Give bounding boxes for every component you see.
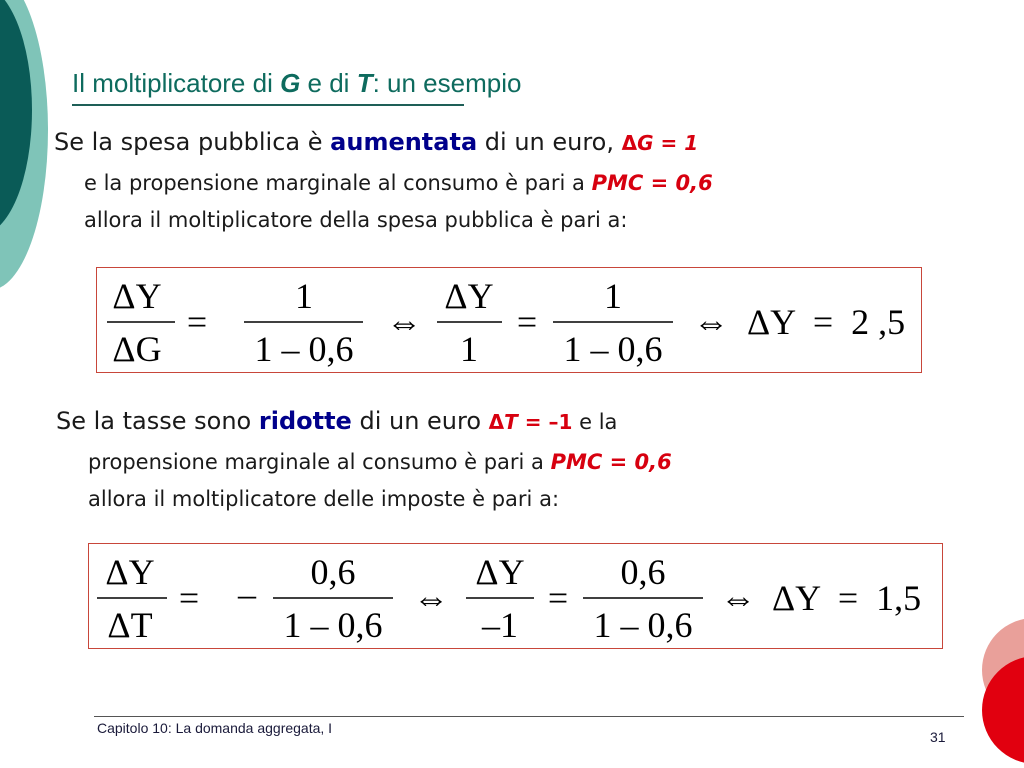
frac1-numerator: ΔY xyxy=(112,276,162,316)
frac1-denominator: ΔG xyxy=(112,329,162,369)
paragraph1-line1 xyxy=(54,128,698,156)
equals-sign: = xyxy=(178,578,200,618)
delta-value: = –1 xyxy=(517,410,573,434)
text: propensione marginale al consumo è pari a xyxy=(88,450,551,474)
frac2-denominator: 1 – 0,6 xyxy=(283,605,383,645)
iff-symbol: ⇔ xyxy=(693,302,729,342)
formula-spesa xyxy=(97,268,921,372)
frac4-denominator: 1 – 0,6 xyxy=(593,605,693,645)
iff-symbol: ⇔ xyxy=(386,302,422,342)
title-prefix: Il moltiplicatore di xyxy=(72,68,281,98)
delta-g-expression xyxy=(622,131,699,155)
frac3-numerator: ΔY xyxy=(444,276,494,316)
footer-chapter: Capitolo 10: La domanda aggregata, I xyxy=(97,720,333,736)
pmc-value: PMC = 0,6 xyxy=(550,450,672,474)
paragraph2-line3: allora il moltiplicatore delle imposte è pari a: xyxy=(88,487,560,511)
frac3-numerator: ΔY xyxy=(475,552,525,592)
frac2-numerator: 1 xyxy=(295,276,313,316)
frac1-denominator: ΔT xyxy=(107,605,153,645)
slide-title xyxy=(72,68,521,99)
delta-value: G = 1 xyxy=(637,131,699,155)
frac3-denominator: 1 xyxy=(460,329,478,369)
delta-symbol: Δ xyxy=(621,131,638,155)
equals-sign: = xyxy=(547,578,569,618)
teal-corner-decoration xyxy=(0,0,60,290)
emphasis-ridotte: ridotte xyxy=(258,407,352,435)
frac3-denominator: –1 xyxy=(482,605,518,645)
frac4-denominator: 1 – 0,6 xyxy=(563,329,663,369)
formula-box-spesa xyxy=(96,267,922,373)
emphasis-aumentata: aumentata xyxy=(330,128,478,156)
title-t: T xyxy=(356,68,373,98)
footer-divider xyxy=(94,716,964,717)
text: di un euro, xyxy=(477,128,622,156)
red-corner-decoration xyxy=(972,600,1024,768)
frac1-numerator: ΔY xyxy=(105,552,155,592)
iff-symbol: ⇔ xyxy=(720,578,756,618)
paragraph2-line1 xyxy=(56,407,617,435)
text: Se la spesa pubblica è xyxy=(54,128,331,156)
formula-tasse xyxy=(89,544,942,648)
title-underline xyxy=(72,104,464,106)
page-number: 31 xyxy=(930,729,946,745)
delta-var: T xyxy=(504,410,518,434)
delta-t-expression xyxy=(489,410,573,434)
paragraph1-line2 xyxy=(84,171,713,195)
equals-sign: = xyxy=(186,302,208,342)
text: Se la tasse sono xyxy=(56,407,259,435)
frac2-denominator: 1 – 0,6 xyxy=(254,329,354,369)
delta-symbol: Δ xyxy=(488,410,505,434)
iff-symbol: ⇔ xyxy=(413,578,449,618)
frac4-numerator: 1 xyxy=(604,276,622,316)
result-expression: ΔY = 2 ,5 xyxy=(747,302,906,342)
equals-sign: = xyxy=(516,302,538,342)
title-g: G xyxy=(280,68,301,98)
paragraph2-line2 xyxy=(88,450,672,474)
result-expression: ΔY = 1,5 xyxy=(772,578,922,618)
title-mid: e di xyxy=(300,68,357,98)
title-suffix: : un esempio xyxy=(372,68,522,98)
frac4-numerator: 0,6 xyxy=(620,552,666,592)
text: e la xyxy=(572,410,618,434)
formula-box-tasse xyxy=(88,543,943,649)
paragraph1-line3: allora il moltiplicatore della spesa pubblica è pari a: xyxy=(84,208,628,232)
text: di un euro xyxy=(351,407,489,435)
text: e la propensione marginale al consumo è pari a xyxy=(84,171,592,195)
minus-sign: – xyxy=(238,574,256,614)
frac2-numerator: 0,6 xyxy=(310,552,356,592)
pmc-value: PMC = 0,6 xyxy=(591,171,713,195)
